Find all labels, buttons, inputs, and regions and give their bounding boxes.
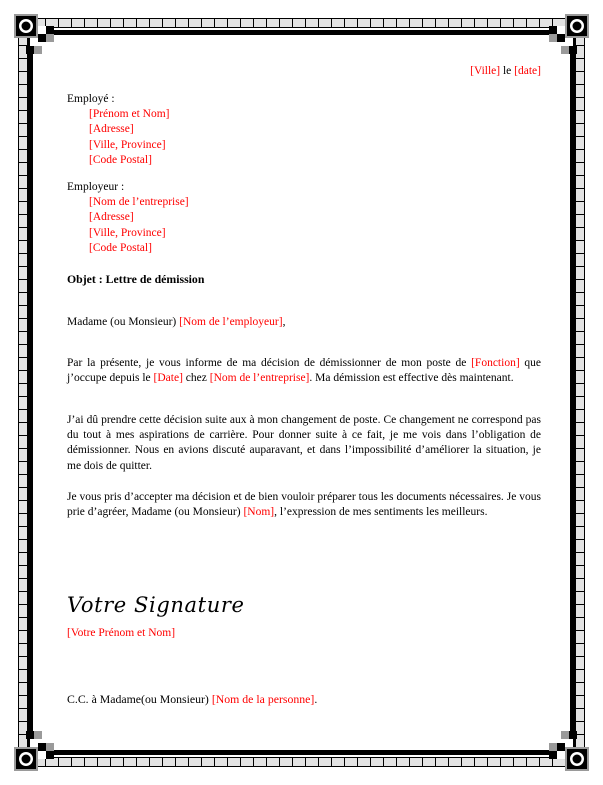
p1-segment-2: que j’occupe depuis le — [67, 357, 541, 385]
subject-line: Objet : Lettre de démission — [67, 272, 205, 286]
body-paragraph-3 — [67, 490, 541, 520]
border-segment-left — [18, 18, 28, 767]
employee-postal-placeholder: [Code Postal] — [89, 153, 152, 166]
employee-label: Employé : — [67, 93, 115, 105]
employee-block — [67, 92, 541, 168]
corner-ornament-bottom-left-icon — [12, 729, 56, 773]
body-paragraph-2: J’ai dû prendre cette décision suite aux à mon changement de poste. Ce changement ne correspond pas du tout à mes aspirations de carrière. Pour donner suite à ce fait, je me vois dans l’obligation de démissionner. Nous en avions discuté auparavant, et dans l’impossibilité d’améliorer la situation, je me dois de quitter. — [67, 414, 541, 472]
date-line — [470, 64, 541, 79]
employer-address-placeholder: [Adresse] — [89, 211, 134, 224]
salutation-line — [67, 315, 285, 330]
employer-postal-placeholder: [Code Postal] — [89, 241, 152, 254]
employer-company-placeholder: [Nom de l’entreprise] — [89, 196, 189, 209]
employer-city-placeholder: [Ville, Province] — [89, 226, 166, 239]
p1-function-placeholder: [Fonction] — [471, 357, 520, 369]
corner-ornament-bottom-right-icon — [547, 729, 591, 773]
date-connector: le — [500, 65, 515, 77]
cc-suffix: . — [314, 692, 318, 706]
employer-label: Employeur : — [67, 181, 125, 193]
employee-address-lines — [89, 107, 541, 168]
signature-script: Votre Signature — [67, 593, 245, 617]
salutation-suffix: , — [282, 316, 286, 328]
employee-address-placeholder: [Adresse] — [89, 123, 134, 136]
p1-segment-4: . Ma démission est effective dès maintenant. — [309, 372, 514, 385]
p1-date-placeholder: [Date] — [153, 372, 183, 385]
date-placeholder: [date] — [514, 65, 541, 77]
cc-prefix: C.C. à Madame(ou Monsieur) — [67, 692, 212, 706]
employer-block — [67, 180, 541, 256]
city-placeholder: [Ville] — [470, 65, 501, 77]
corner-ornament-top-left-icon — [12, 12, 56, 56]
letter-content — [67, 0, 541, 785]
cc-name-placeholder: [Nom de la personne] — [211, 692, 315, 706]
p1-segment-1: Par la présente, je vous informe de ma décision de démissionner de mon poste de — [67, 357, 472, 369]
employee-name-placeholder: [Prénom et Nom] — [89, 108, 170, 121]
carbon-copy-line — [67, 692, 317, 708]
salutation-placeholder: [Nom de l’employeur] — [179, 316, 283, 328]
border-rule-left — [28, 30, 33, 755]
employer-address-lines — [89, 195, 541, 256]
employee-city-placeholder: [Ville, Province] — [89, 138, 166, 151]
salutation-prefix: Madame (ou Monsieur) — [67, 316, 180, 328]
p3-name-placeholder: [Nom] — [243, 506, 275, 519]
p3-segment-1: Je vous pris d’accepter ma décision et de bien vouloir préparer tous les documents nécessaires. Je vous prie d’agréer, Madame (ou Monsieur) — [67, 491, 541, 519]
border-rule-right — [570, 30, 575, 755]
corner-ornament-top-right-icon — [547, 12, 591, 56]
p1-company-placeholder: [Nom de l’entreprise] — [209, 372, 310, 385]
p1-segment-3: chez — [182, 372, 210, 385]
body-paragraph-1 — [67, 356, 541, 386]
p3-segment-2: , l’expression de mes sentiments les meilleurs. — [274, 506, 488, 519]
signature-name-placeholder: [Votre Prénom et Nom] — [67, 627, 176, 639]
border-segment-right — [575, 18, 585, 767]
